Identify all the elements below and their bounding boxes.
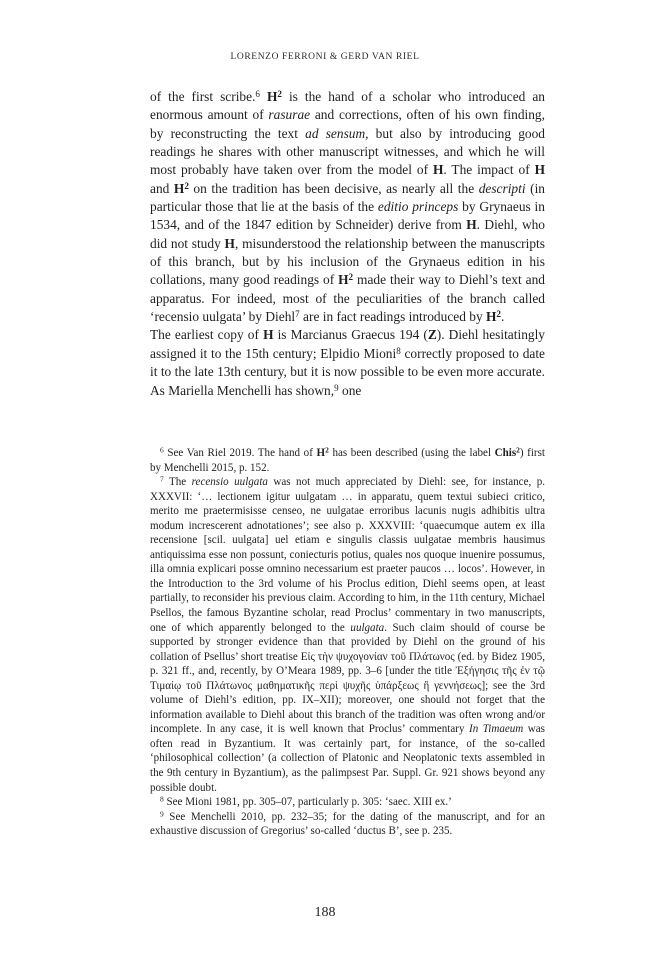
text-run: H — [466, 217, 477, 233]
text-run: correctly proposed to date it to the late 13th century, but it is now possible to be even more accurate. As Mariella Menchelli has shown, — [150, 345, 546, 398]
text-run — [260, 89, 267, 104]
text-run: by Grynaeus in 1534, and of the 1847 edition by Schneider) derive from — [150, 199, 545, 233]
text-run: . — [500, 309, 505, 325]
text-run: H — [224, 235, 235, 251]
text-run: H — [485, 309, 497, 325]
text-run: rasurae — [268, 107, 311, 123]
text-run: See Menchelli 2010, pp. 232–35; for the dating of the manuscript, and for an exhaustive discussion of Gregorius’ so-called ‘ductus B’, see p. 235. — [150, 810, 545, 838]
text-run: . Diehl, who did not study — [150, 217, 546, 251]
text-run: made their way to Diehl’s text and apparatus. For indeed, most of the peculiarities of the branch called ‘recensio uulgata’ by Diehl — [150, 272, 545, 325]
text-run: uulgata — [350, 621, 385, 634]
text-run: , misunderstood the relationship between the manuscripts of this branch, but by his inclusion of the Grynaeus edition in his collations, many good readings of — [150, 235, 545, 288]
note-marker: 6 — [255, 88, 260, 99]
text-run: descripti — [478, 180, 526, 196]
text-run: H — [534, 162, 545, 178]
note-marker: 9 — [334, 382, 339, 393]
footnote-6 — [150, 446, 545, 475]
footnote-7 — [150, 475, 545, 795]
note-marker: 8 — [396, 345, 401, 356]
text-run: (in particular those that lie at the basis of the — [150, 180, 545, 215]
text-run: recensio uulgata — [191, 476, 268, 489]
text-run: . Such claim should of course be supported by stronger evidence than that provided by Diehl on the ground of his collation of Psellus’ short treatise Εἰς τὴν ψυχογονίαν τοῦ Πλάτωνος (ed. by Bidez 1905, p. 321 ff., and, recently, by O’Meara 1989, pp. 3–6 [under the title Ἐξήγησις τῆς ἐν τῷ Τιμαίῳ τοῦ Πλάτωνος μαθηματικῆς περὶ ψυχῆς ὑπάρξεως ἢ γεννήσεως]; see the 3rd volume of Diehl’s edition, pp. IX–XII); moreover, one should not forget that the information available to Diehl about this branch of the tradition was often wrong and/or incomplete. In any case, it is well known that Proclus’ commentary — [150, 621, 545, 736]
note-marker: 2 — [516, 445, 520, 455]
footnote-8 — [150, 795, 545, 810]
note-marker: 2 — [184, 180, 189, 191]
note-marker: 7 — [295, 309, 300, 320]
text-run: H — [263, 327, 274, 343]
text-run: on the tradition has been decisive, as nearly all the — [188, 180, 479, 196]
note-marker: 2 — [277, 88, 282, 99]
text-run: H — [173, 180, 185, 196]
text-run: was often read in Byzantium. It was certainly part, for instance, of the so-called ‘philosophical collection’ (a collection of Platonic and Neoplatonic texts assembled in the 9th century in Byzantium), as the palimpsest Par. Suppl. Gr. 921 shows beyond any possible doubt. — [150, 723, 545, 794]
body-paragraph-2 — [150, 326, 545, 399]
running-head: LORENZO FERRONI & GERD VAN RIEL — [230, 52, 420, 62]
text-run: See Van Riel 2019. The hand of — [163, 447, 317, 459]
text-run: H — [316, 447, 326, 459]
text-run: are in fact readings introduced by — [299, 309, 486, 325]
text-run: is the hand of a scholar who introduced an enormous amount of — [150, 89, 545, 123]
body-paragraph-1 — [150, 88, 545, 326]
footnotes — [150, 446, 545, 839]
text-run: The — [163, 476, 192, 489]
note-marker: 8 — [160, 794, 164, 804]
text-run: ad sensum — [305, 125, 366, 141]
text-run: and corrections, often of his own finding, by reconstructing the text — [150, 107, 545, 141]
text-run: The earliest copy of — [150, 327, 264, 343]
text-run: and — [150, 180, 174, 196]
text-run: . The impact of — [443, 162, 535, 178]
text-run: See Mioni 1981, pp. 305–07, particularly p. 305: ‘saec. XIII ex.’ — [163, 796, 452, 809]
text-run: H — [338, 272, 349, 288]
text-run: In Timaeum — [469, 723, 524, 736]
text-run: was not much appreciated by Diehl: see, for instance, p. XXXVII: ‘… lectionem igitur uulgatam … in apparatu, quem textui subieci critico, merito me praetermisisse censeo, ne uulgatae erroribus lacunis nugis adhibitis ultra modum increscerent adnotationes’; see also p. XXXVIII: ‘quaecumque autem ex illa recensione [scil. uulgata] uel etiam e singulis classis uulgatae membris hausimus antiquissima esse non possunt, coniecturis potius, quales nos quoque inuenire possumus, illa omnia explicari posse omnino necessarium est praeter paucos … locos’. However, in the Introduction to the 3rd volume of his Proclus edition, Diehl seems open, at least partially, to reconsider his previous claim. According to him, in the 11th century, Michael Psellos, the famous Byzantine scholar, read Proclus’ commentary in two manuscripts, one of which apparently belonged to the — [150, 476, 546, 634]
text-run: editio princeps — [377, 199, 459, 215]
text-run: has been described (using the label — [328, 447, 495, 459]
text-run: Z — [427, 327, 437, 343]
main-text — [150, 88, 545, 400]
text-run: H — [432, 162, 444, 178]
text-run: H — [266, 89, 278, 104]
footnote-9 — [150, 810, 545, 839]
note-marker: 2 — [348, 272, 354, 283]
note-marker: 2 — [325, 445, 329, 455]
text-run: one — [338, 382, 362, 398]
page-number: 188 — [314, 905, 336, 920]
note-marker: 6 — [160, 445, 164, 455]
text-run: ) first by Menchelli 2015, p. 152. — [150, 447, 545, 474]
text-run: is Marcianus Graecus 194 ( — [273, 327, 428, 343]
text-run: ). Diehl hesitatingly assigned it to the 15th century; Elpidio Mioni — [150, 327, 545, 361]
text-run: , but also by introducing good readings he shares with other manuscript witnesses, and which he will most probably have taken over from the model of — [150, 125, 545, 178]
note-marker: 2 — [496, 309, 501, 320]
text-run: of the first scribe. — [150, 89, 256, 104]
note-marker: 9 — [160, 809, 164, 819]
note-marker: 7 — [160, 474, 164, 484]
text-run: Chis — [494, 447, 517, 459]
